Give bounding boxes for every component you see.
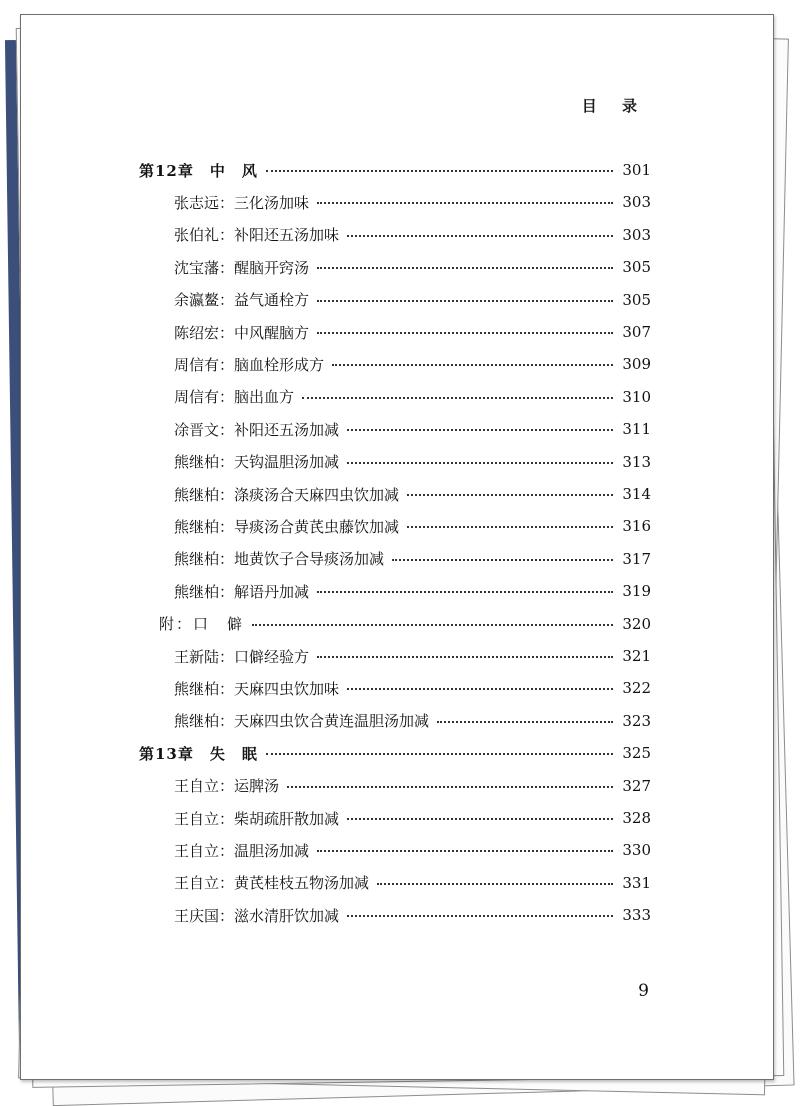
- toc-title: 凃晋文：补阳还五汤加减: [174, 420, 340, 439]
- toc-page-number: 301: [622, 161, 651, 179]
- toc-page-number: 317: [622, 549, 651, 568]
- toc-page-number: 322: [622, 679, 651, 698]
- toc-entry: [139, 382, 651, 412]
- toc-page-number: 328: [622, 809, 651, 827]
- toc-page-number: 314: [622, 485, 651, 503]
- dot-leader: [437, 721, 613, 723]
- toc-title: 张志远：三化汤加味: [174, 193, 310, 212]
- dot-leader: [317, 300, 613, 302]
- dot-leader: [347, 915, 613, 917]
- toc-title: 余瀛鳌：益气通栓方: [174, 291, 310, 310]
- toc-entry: [139, 900, 651, 930]
- toc-title: 沈宝藩：醒脑开窍汤: [174, 258, 310, 277]
- page-number: 9: [638, 981, 649, 1001]
- toc-title: 周信有：脑出血方: [174, 388, 295, 407]
- dot-leader: [377, 883, 613, 885]
- toc-title: 王自立：柴胡疏肝散加减: [174, 809, 340, 828]
- document-page: [20, 14, 774, 1080]
- toc-entry: [139, 285, 651, 315]
- toc-page-number: 320: [622, 614, 651, 633]
- toc-title: 王自立：黄芪桂枝五物汤加减: [174, 874, 370, 893]
- toc-page-number: 303: [622, 193, 651, 212]
- toc-title: 附：口 僻: [159, 615, 245, 634]
- toc-title: 王自立：运脾汤: [174, 777, 280, 796]
- toc-title: 第12章 中 风: [139, 161, 258, 180]
- toc-entry: [139, 576, 651, 606]
- dot-leader: [347, 235, 613, 237]
- toc-page-number: 331: [622, 873, 651, 892]
- dot-leader: [392, 559, 613, 561]
- toc-page-number: 311: [622, 420, 651, 439]
- toc-entry: [139, 868, 651, 898]
- toc-title: 熊继柏：涤痰汤合天麻四虫饮加减: [174, 485, 400, 504]
- toc-entry: [139, 317, 651, 347]
- dot-leader: [317, 850, 613, 852]
- toc-page-number: 321: [622, 647, 651, 665]
- dot-leader: [266, 170, 613, 172]
- toc-entry: [139, 447, 651, 477]
- toc-entry: [139, 479, 651, 509]
- toc-title: 熊继柏：天麻四虫饮合黄连温胆汤加减: [174, 712, 430, 731]
- toc-page-number: 323: [622, 711, 651, 730]
- dot-leader: [407, 526, 613, 528]
- dot-leader: [317, 267, 613, 269]
- toc-title: 熊继柏：天麻四虫饮加味: [174, 679, 340, 698]
- dot-leader: [347, 818, 613, 820]
- dot-leader: [317, 656, 613, 658]
- toc-page-number: 325: [622, 744, 651, 763]
- toc-entry: [139, 349, 651, 379]
- toc-title: 陈绍宏：中风醒脑方: [174, 323, 310, 342]
- dot-leader: [252, 624, 613, 626]
- dot-leader: [347, 429, 613, 431]
- toc-entry: [139, 641, 651, 671]
- toc-entry: [139, 835, 651, 865]
- toc-page-number: 316: [622, 517, 651, 536]
- dot-leader: [347, 462, 613, 464]
- toc-entry: [139, 187, 651, 217]
- toc-entry: [139, 673, 651, 703]
- dot-leader: [302, 397, 613, 399]
- toc-title: 王庆国：滋水清肝饮加减: [174, 906, 340, 925]
- toc-entry: [139, 414, 651, 444]
- toc-entry: [139, 803, 651, 833]
- toc-page-number: 327: [622, 776, 651, 795]
- dot-leader: [347, 688, 613, 690]
- toc-page-number: 310: [622, 387, 651, 406]
- toc-title: 王新陆：口僻经验方: [174, 647, 310, 666]
- toc-title: 熊继柏：解语丹加减: [174, 582, 310, 601]
- toc-page-number: 330: [622, 841, 651, 860]
- dot-leader: [266, 753, 613, 755]
- toc-chapter: [139, 155, 651, 185]
- toc-title: 熊继柏：导痰汤合黄芪虫藤饮加减: [174, 517, 400, 536]
- dot-leader: [407, 494, 613, 496]
- dot-leader: [317, 591, 613, 593]
- toc-title: 熊继柏：地黄饮子合导痰汤加减: [174, 550, 385, 569]
- toc-title: 王自立：温胆汤加减: [174, 841, 310, 860]
- toc-entry: [139, 252, 651, 282]
- toc-entry: [139, 771, 651, 801]
- running-head: 目 录: [581, 97, 647, 115]
- toc-page-number: 313: [622, 452, 651, 471]
- toc-page-number: 309: [622, 355, 651, 374]
- toc-title: 第13章 失 眠: [139, 744, 258, 763]
- dot-leader: [332, 364, 613, 366]
- toc-title: 周信有：脑血栓形成方: [174, 355, 325, 374]
- dot-leader: [317, 202, 613, 204]
- toc-entry: [139, 511, 651, 541]
- toc-entry: [139, 706, 651, 736]
- dot-leader: [317, 332, 613, 334]
- toc-page-number: 305: [622, 290, 651, 309]
- toc-page-number: 319: [622, 582, 651, 601]
- toc-page-number: 307: [622, 323, 651, 341]
- toc-appendix: [139, 609, 651, 639]
- dot-leader: [287, 786, 613, 788]
- toc-page-number: 305: [622, 258, 651, 277]
- toc-page-number: 333: [622, 906, 651, 925]
- toc-entry: [139, 220, 651, 250]
- toc-title: 熊继柏：天钩温胆汤加减: [174, 453, 340, 472]
- toc-chapter: [139, 738, 651, 768]
- toc-title: 张伯礼：补阳还五汤加味: [174, 226, 340, 245]
- toc-entry: [139, 544, 651, 574]
- toc-page-number: 303: [622, 225, 651, 244]
